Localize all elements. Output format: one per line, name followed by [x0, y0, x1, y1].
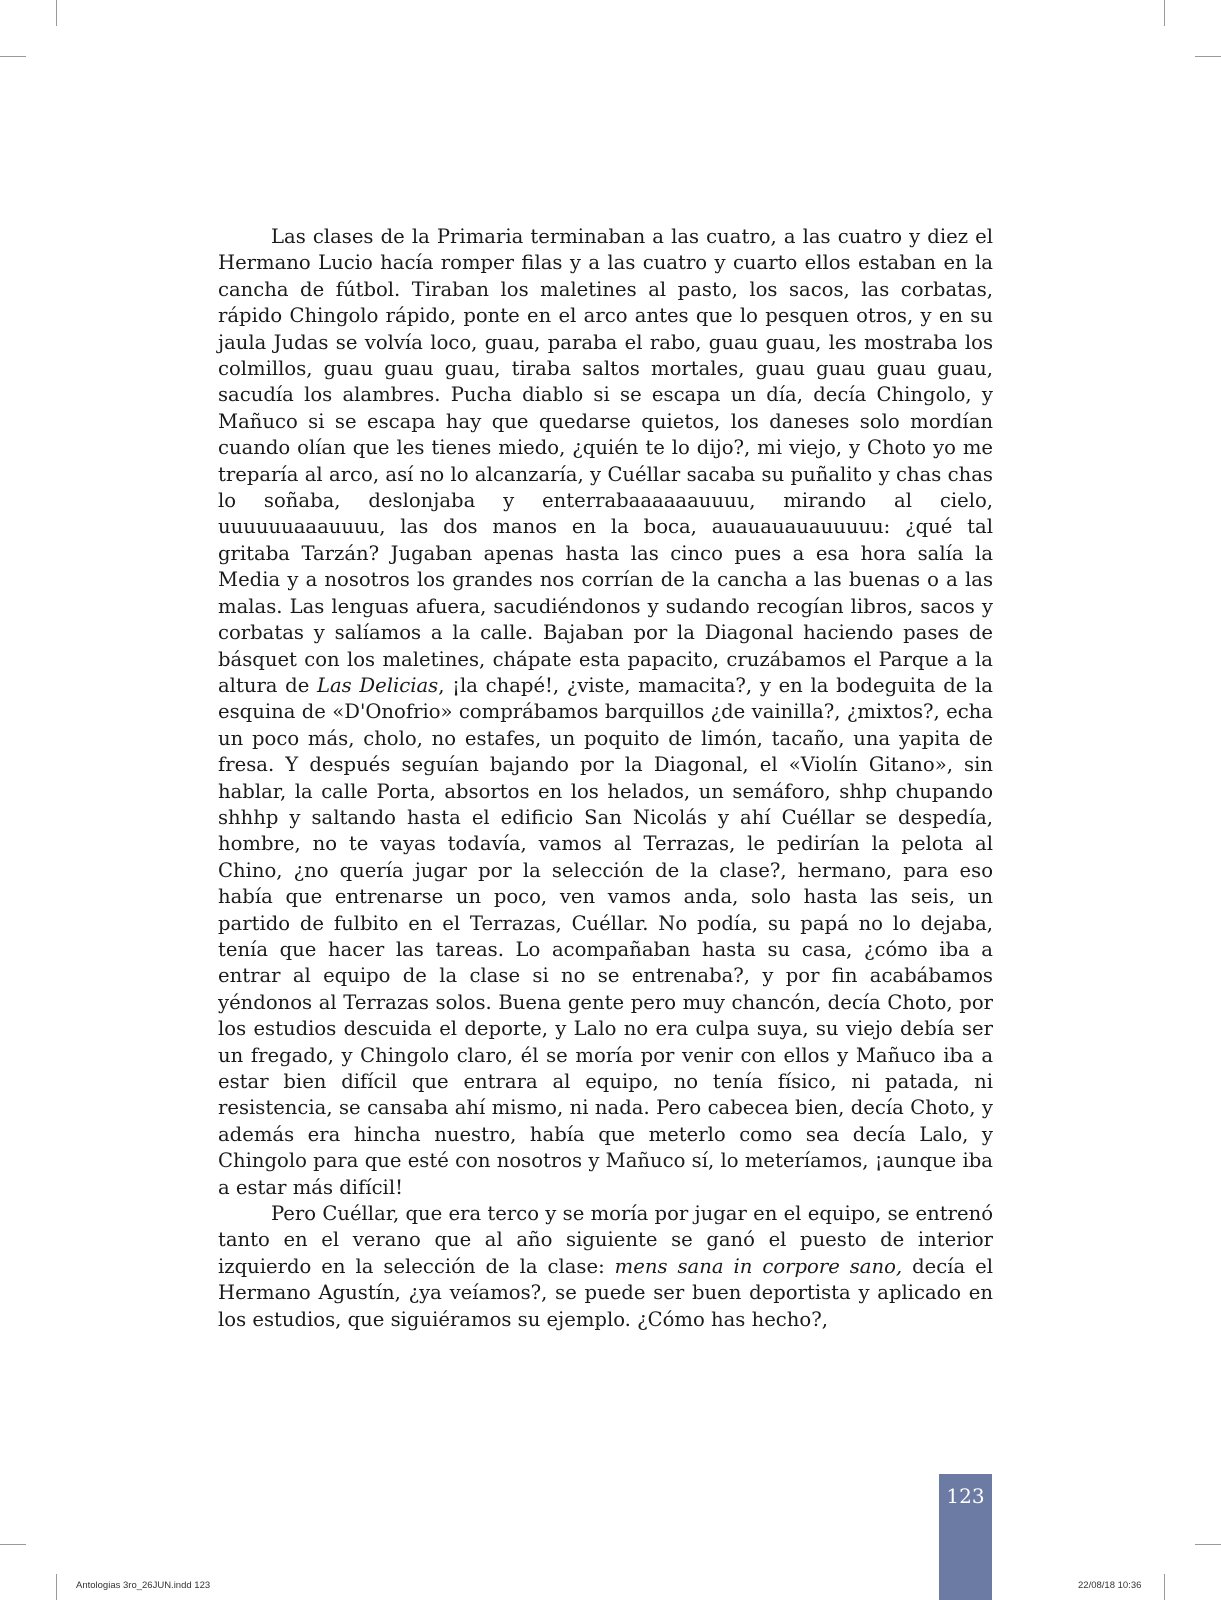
crop-mark-top-left [56, 0, 57, 26]
slug-filename: Antologias 3ro_26JUN.indd 123 [76, 1580, 211, 1591]
slug-datetime: 22/08/18 10:36 [1078, 1580, 1142, 1591]
crop-mark-bottom-right-h [1195, 1544, 1221, 1545]
text-run: Pero Cuéllar, que era terco y se moría por jugar en el equipo, se entrenó tanto en el verano que al año siguiente se ganó el puesto de interior izquierdo en la selección de la clase: [218, 1202, 993, 1278]
crop-mark-bottom-left-h [0, 1544, 26, 1545]
body-text [218, 224, 993, 1333]
crop-mark-bottom-left [56, 1574, 57, 1600]
crop-mark-top-right [1164, 0, 1165, 26]
page-number-tab [939, 1474, 992, 1600]
paragraph [218, 224, 993, 1201]
text-run-italic: Las Delicias [316, 673, 439, 697]
page-number: 123 [946, 1484, 985, 1508]
text-run-italic: mens sana in corpore sano, [614, 1254, 903, 1278]
text-run: decía el Hermano Agustín, ¿ya veíamos?, se puede ser buen deportista y aplicado en los estudios, que siguiéramos su ejemplo. ¿Cómo has hecho?, [218, 1254, 993, 1331]
paragraph [218, 1201, 993, 1333]
crop-mark-top-right-h [1195, 56, 1221, 57]
text-run: Las clases de la Primaria terminaban a las cuatro, a las cuatro y diez el Hermano Lucio hacía romper filas y a las cuatro y cuarto ellos estaban en la cancha de fútbol. Tiraban los maletines al pasto, los sacos, las corbatas, rápido Chingolo rápido, ponte en el arco antes que lo pesquen otros, y en su jaula Judas se volvía loco, guau, paraba el rabo, guau guau, les mostraba los colmillos, guau guau guau, tiraba saltos mortales, guau guau guau guau, sacudía los alambres. Pucha diablo si se escapa un día, decía Chingolo, y Mañuco si se escapa hay que quedarse quietos, los daneses solo mordían cuando olían que les tienes miedo, ¿quién te lo dijo?, mi viejo, y Choto yo me treparía al arco, así no lo alcanzaría, y Cuéllar sacaba su puñalito y chas chas lo soñaba, deslonjaba y enterrabaaaaaauuuu, mirando al cielo, uuuuuuaaauuuu, las dos manos en la boca, auauauauauuuuu: ¿qué tal gritaba Tarzán? Jugaban apenas hasta las cinco pues a esa hora salía la Media y a nosotros los grandes nos corrían de la cancha a las buenas o a las malas. Las lenguas afuera, sacudiéndonos y sudando recogían libros, sacos y corbatas y salíamos a la calle. Bajaban por la Diagonal haciendo pases de básquet con los maletines, chápate esta papacito, cruzábamos el Parque a la altura de [218, 225, 993, 697]
crop-mark-top-left-h [0, 56, 26, 57]
crop-mark-bottom-right [1164, 1574, 1165, 1600]
text-run: , ¡la chapé!, ¿viste, mamacita?, y en la bodeguita de la esquina de «D'Onofrio» comprábamos barquillos ¿de vainilla?, ¿mixtos?, echa un poco más, cholo, no estafes, un poquito de limón, tacaño, una yapita de fresa. Y después seguían bajando por la Diagonal, el «Violín Gitano», sin hablar, la calle Porta, absortos en los helados, un semáforo, shhp chupando shhhp y saltando hasta el edificio San Nicolás y ahí Cuéllar se despedía, hombre, no te vayas todavía, vamos al Terrazas, le pedirían la pelota al Chino, ¿no quería jugar por la selección de la clase?, hermano, para eso había que entrenarse un poco, ven vamos anda, solo hasta las seis, un partido de fulbito en el Terrazas, Cuéllar. No podía, su papá no lo dejaba, tenía que hacer las tareas. Lo acompañaban hasta su casa, ¿cómo iba a entrar al equipo de la clase si no se entrenaba?, y por fin acabábamos yéndonos al Terrazas solos. Buena gente pero muy chancón, decía Choto, por los estudios descuida el deporte, y Lalo no era culpa suya, su viejo debía ser un fregado, y Chingolo claro, él se moría por venir con ellos y Mañuco iba a estar bien difícil que entrara al equipo, no tenía físico, ni patada, ni resistencia, se cansaba ahí mismo, ni nada. Pero cabecea bien, decía Choto, y además era hincha nuestro, había que meterlo como sea decía Lalo, y Chingolo para que esté con nosotros y Mañuco sí, lo meteríamos, ¡aunque iba a estar más difícil! [218, 673, 993, 1199]
